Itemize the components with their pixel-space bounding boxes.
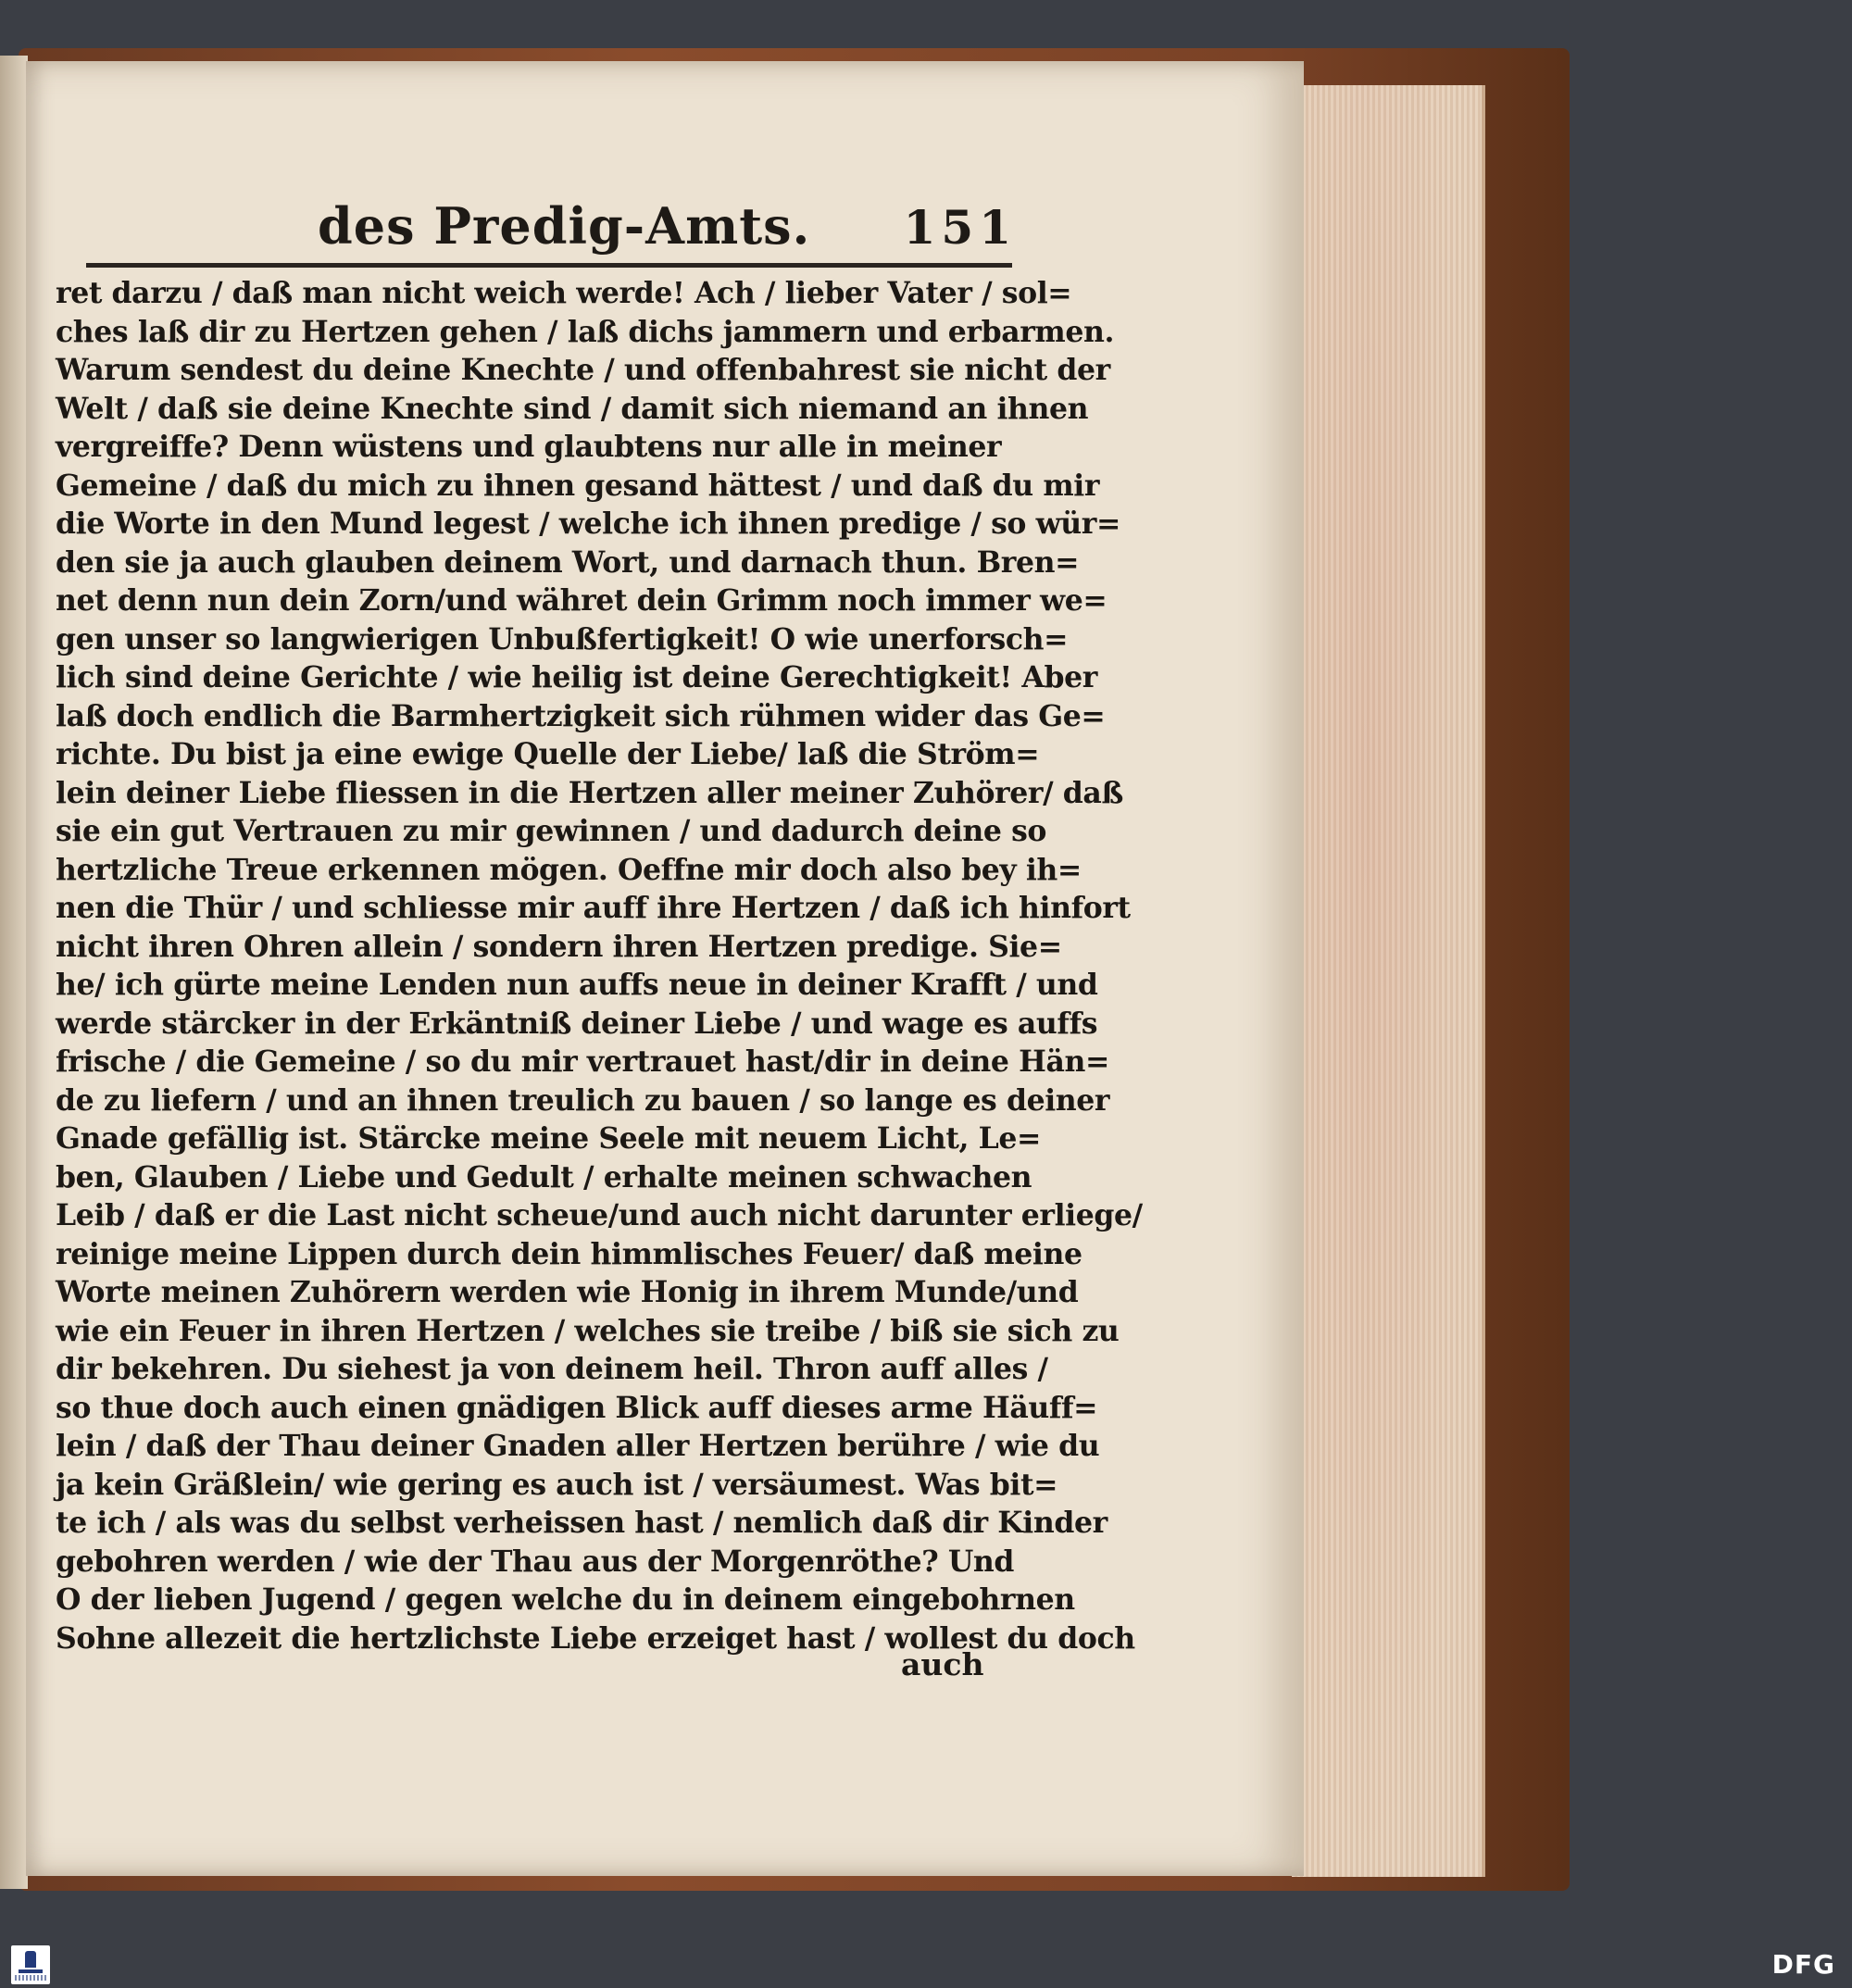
catchword: auch [901, 1646, 984, 1682]
body-text [56, 274, 1143, 1657]
book-page [26, 61, 1304, 1876]
text-line: Gnade gefällig ist. Stärcke meine Seele mit neuem Licht, Le= [56, 1121, 1041, 1156]
text-line: vergreiffe? Denn wüstens und glaubtens nur alle in meiner [56, 430, 1002, 464]
text-line: den sie ja auch glauben deinem Wort, und darnach thun. Bren= [56, 544, 1080, 580]
text-line: gen unser so langwierigen Unbußfertigkeit! O wie unerforsch= [56, 621, 1069, 656]
text-line: O der lieben Jugend / gegen welche du in deinem eingebohrnen [56, 1582, 1075, 1617]
text-line: gebohren werden / wie der Thau aus der Morgenröthe? Und [56, 1544, 1015, 1579]
text-line: frische / die Gemeine / so du mir vertrauet hast/dir in deine Hän= [56, 1044, 1109, 1079]
text-line: lich sind deine Gerichte / wie heilig ist deine Gerechtigkeit! Aber [56, 660, 1097, 694]
running-title: des Predig-Amts. [318, 196, 811, 256]
viewer-footer [0, 1942, 1852, 1988]
text-line: lein deiner Liebe fliessen in die Hertzen aller meiner Zuhörer/ daß [56, 775, 1123, 810]
book-fore-edge [1292, 85, 1485, 1877]
text-line: laß doch endlich die Barmhertzigkeit sich rühmen wider das Ge= [56, 698, 1106, 733]
text-line: he/ ich gürte meine Lenden nun auffs neue in deiner Krafft / und [56, 968, 1098, 1002]
text-line: nicht ihren Ohren allein / sondern ihren Hertzen predige. Sie= [56, 929, 1062, 964]
dfg-logo[interactable]: DFG [1771, 1949, 1835, 1980]
text-line: sie ein gut Vertrauen zu mir gewinnen / und dadurch deine so [56, 814, 1047, 848]
page-header [81, 133, 1017, 254]
text-line: de zu liefern / und an ihnen treulich zu bauen / so lange es deiner [56, 1082, 1110, 1118]
text-line: Leib / daß er die Last nicht scheue/und auch nicht darunter erliege/ [56, 1198, 1143, 1232]
text-line: Warum sendest du deine Knechte / und offenbahrest sie nicht der [56, 353, 1110, 387]
text-line: nen die Thür / und schliesse mir auff ihre Hertzen / daß ich hinfort [56, 891, 1131, 925]
header-rule [86, 263, 1012, 268]
facing-page-edge [0, 56, 28, 1889]
text-line: lein / daß der Thau deiner Gnaden aller Hertzen berühre / wie du [56, 1429, 1100, 1463]
text-line: dir bekehren. Du siehest ja von deinem heil. Thron auff alles / [56, 1352, 1048, 1386]
text-line: Sohne allezeit die hertzlichste Liebe erzeiget hast / wollest du doch [56, 1620, 1135, 1656]
text-line: Worte meinen Zuhörern werden wie Honig in ihrem Munde/und [56, 1275, 1079, 1309]
text-line: hertzliche Treue erkennen mögen. Oeffne mir doch also bey ih= [56, 852, 1082, 887]
text-line: ja kein Gräßlein/ wie gering es auch ist / versäumest. Was bit= [56, 1467, 1058, 1502]
text-line: ben, Glauben / Liebe und Gedult / erhalte meinen schwachen [56, 1159, 1032, 1194]
text-line: Welt / daß sie deine Knechte sind / damit sich niemand an ihnen [56, 391, 1089, 426]
text-line: wie ein Feuer in ihren Hertzen / welches sie treibe / biß sie sich zu [56, 1313, 1120, 1348]
text-line: te ich / als was du selbst verheissen hast / nemlich daß dir Kinder [56, 1506, 1107, 1540]
text-line: die Worte in den Mund legest / welche ich ihnen predige / so wür= [56, 506, 1120, 541]
page-number: 151 [903, 200, 1017, 255]
text-line: reinige meine Lippen durch dein himmlisches Feuer/ daß meine [56, 1236, 1082, 1271]
library-building-icon[interactable] [11, 1945, 50, 1984]
text-line: werde stärcker in der Erkäntniß deiner Liebe / und wage es auffs [56, 1006, 1098, 1041]
text-line: so thue doch auch einen gnädigen Blick auff dieses arme Häuff= [56, 1390, 1098, 1425]
text-line: ches laß dir zu Hertzen gehen / laß dichs jammern und erbarmen. [56, 314, 1115, 349]
text-line: net denn nun dein Zorn/und währet dein Grimm noch immer we= [56, 583, 1107, 618]
text-line: richte. Du bist ja eine ewige Quelle der Liebe/ laß die Ström= [56, 737, 1040, 771]
text-line: Gemeine / daß du mich zu ihnen gesand hättest / und daß du mir [56, 468, 1100, 503]
text-line: ret darzu / daß man nicht weich werde! Ach / lieber Vater / sol= [56, 276, 1072, 310]
